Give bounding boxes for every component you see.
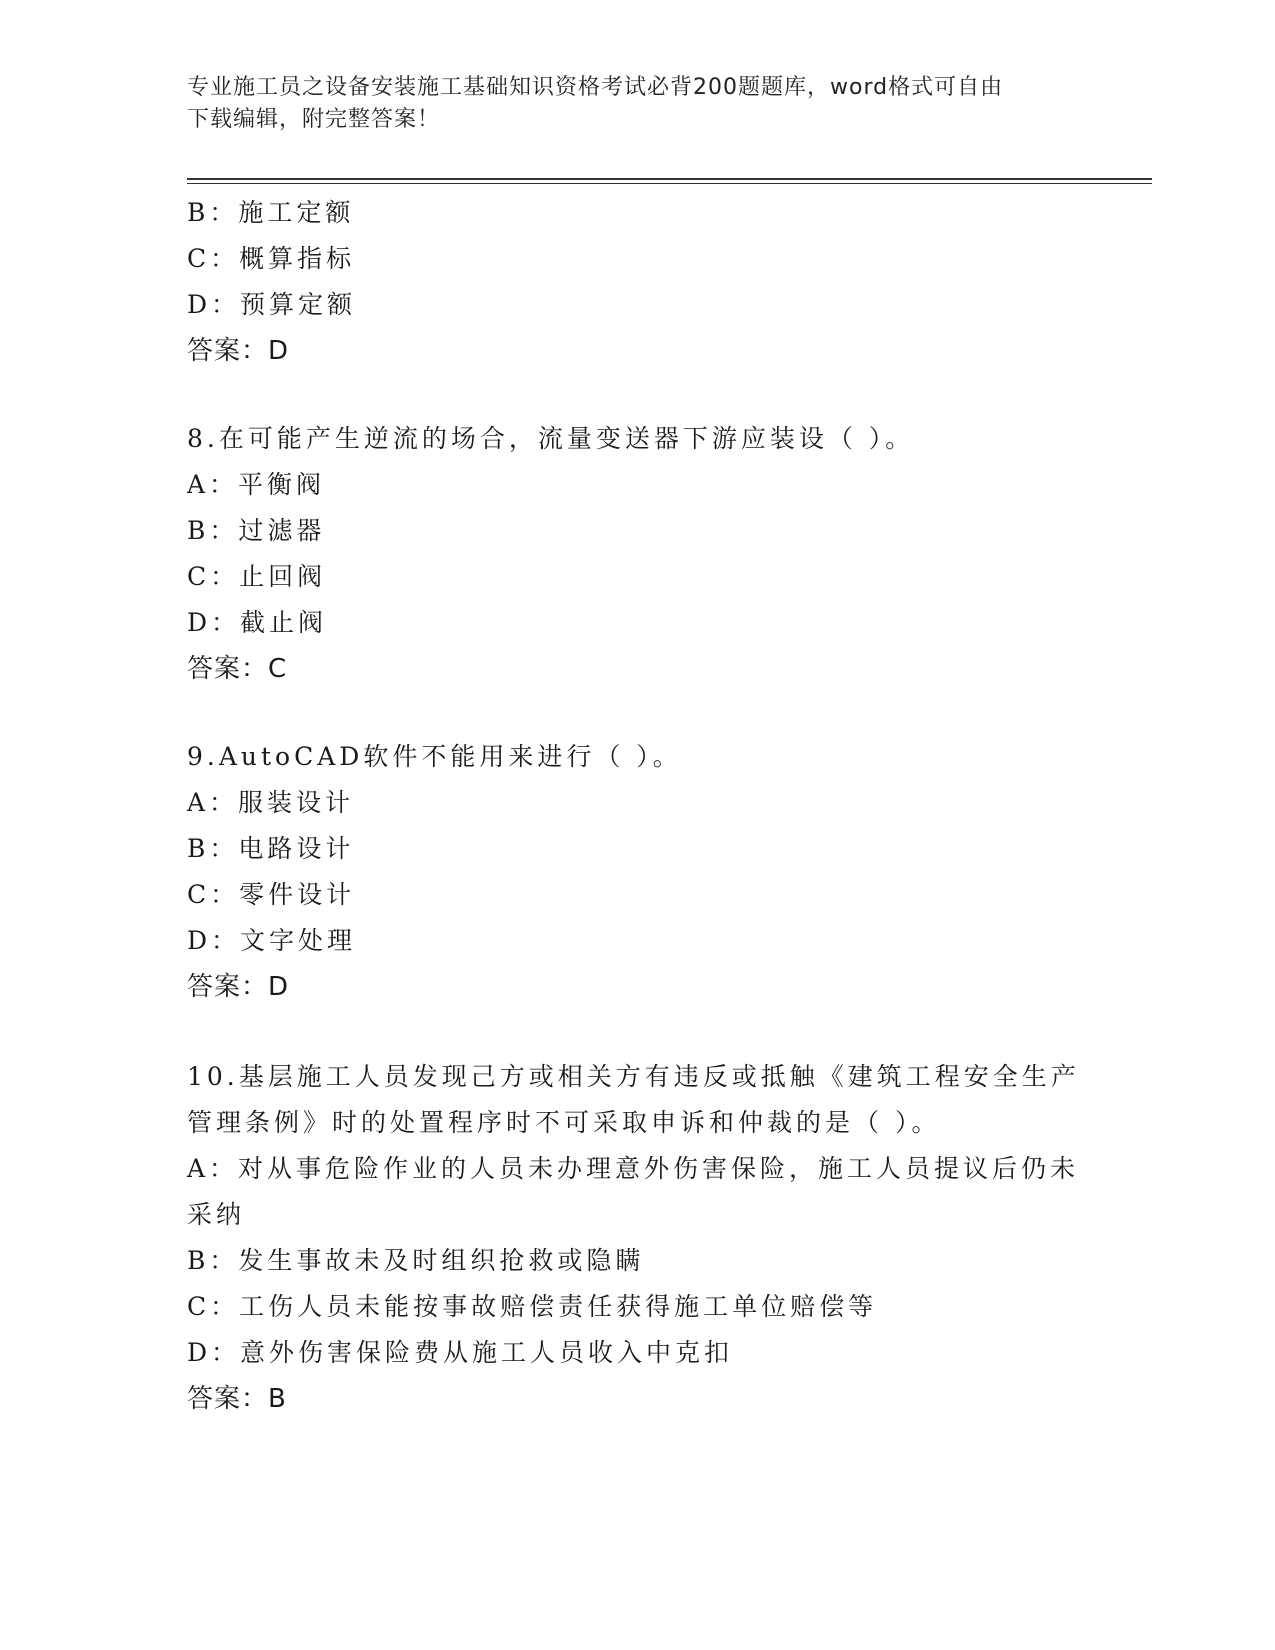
q8-answer: 答案：C	[187, 654, 288, 684]
header-line-1: 专业施工员之设备安装施工基础知识资格考试必背200题题库，word格式可自由	[187, 75, 1004, 100]
question-10	[187, 1054, 1087, 1422]
header-divider-thin	[187, 183, 1152, 184]
question-list	[187, 190, 1087, 1422]
q8-option-c: C：止回阀	[187, 562, 327, 591]
q8-option-a: A：平衡阀	[187, 470, 326, 499]
question-9	[187, 734, 1087, 1010]
q10-option-c: C：工伤人员未能按事故赔偿责任获得施工单位赔偿等	[187, 1292, 878, 1321]
q9-option-d: D：文字处理	[187, 926, 357, 955]
q9-question: 9.AutoCAD软件不能用来进行（ ）。	[187, 742, 682, 771]
q10-option-d: D：意外伤害保险费从施工人员收入中克扣	[187, 1338, 734, 1367]
q8-option-d: D：截止阀	[187, 608, 328, 637]
header-divider-thick	[187, 178, 1152, 180]
question-7-tail	[187, 190, 1087, 374]
spacer	[187, 374, 1087, 416]
q9-option-b: B：电路设计	[187, 834, 355, 863]
document-header	[187, 72, 1067, 136]
q8-question: 8.在可能产生逆流的场合，流量变送器下游应装设（ ）。	[187, 424, 915, 453]
q10-option-a-line-1: A：对从事危险作业的人员未办理意外伤害保险，施工人员提议后仍未	[187, 1154, 1080, 1183]
spacer	[187, 1010, 1087, 1054]
q10-option-a-line-2: 采纳	[187, 1200, 246, 1229]
spacer	[187, 692, 1087, 734]
q7-option-d: D：预算定额	[187, 290, 357, 319]
q10-answer: 答案：B	[187, 1384, 287, 1414]
q8-option-b: B：过滤器	[187, 516, 326, 545]
q7-option-b: B：施工定额	[187, 198, 355, 227]
question-8	[187, 416, 1087, 692]
header-line-2: 下载编辑，附完整答案！	[187, 107, 441, 132]
q7-answer: 答案：D	[187, 336, 290, 366]
q9-answer: 答案：D	[187, 972, 290, 1002]
q10-option-b: B：发生事故未及时组织抢救或隐瞒	[187, 1246, 645, 1275]
q10-question-line-1: 10.基层施工人员发现己方或相关方有违反或抵触《建筑工程安全生产	[187, 1062, 1080, 1091]
q9-option-a: A：服装设计	[187, 788, 355, 817]
q10-question-line-2: 管理条例》时的处置程序时不可采取申诉和仲裁的是（ ）。	[187, 1108, 941, 1137]
q9-option-c: C：零件设计	[187, 880, 356, 909]
q7-option-c: C：概算指标	[187, 244, 356, 273]
